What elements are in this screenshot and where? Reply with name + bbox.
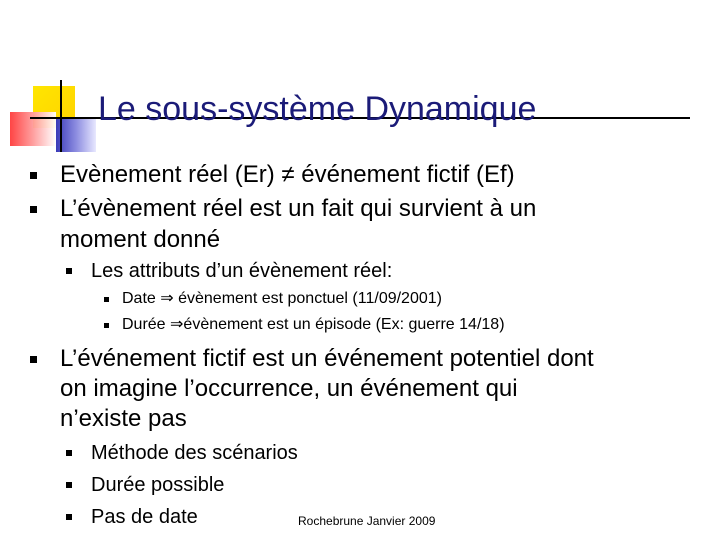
bullet-text-continued: on imagine l’occurrence, un événement qui [60, 375, 518, 402]
bullet-square-icon [66, 268, 72, 274]
bullet-square-icon [104, 323, 109, 328]
bullet-text: L’événement fictif est un événement potentiel dont [60, 345, 594, 372]
bullet-square-icon [30, 356, 37, 363]
bullet-square-icon [30, 172, 37, 179]
bullet-square-icon [104, 297, 109, 302]
slide-footer: Rochebrune Janvier 2009 [298, 514, 436, 528]
sub-bullet-text: Pas de date [91, 506, 198, 528]
sub-bullet-text: Durée possible [91, 474, 225, 496]
bullet-text-continued: n’existe pas [60, 405, 187, 432]
sub-sub-bullet-text: Date ⇒ évènement est ponctuel (11/09/2001) [122, 290, 442, 307]
bullet-text: Evènement réel (Er) ≠ événement fictif (Ef) [60, 161, 515, 188]
bullet-square-icon [66, 514, 72, 520]
decor-vertical-line [60, 80, 62, 152]
decor-blue-bar [56, 118, 96, 152]
bullet-text-continued: moment donné [60, 226, 221, 253]
sub-bullet-text: Les attributs d’un évènement réel: [91, 260, 393, 282]
slide-title: Le sous-système Dynamique [98, 90, 537, 128]
bullet-text: L’évènement réel est un fait qui survient à un [60, 195, 537, 222]
bullet-square-icon [66, 450, 72, 456]
sub-bullet-text: Méthode des scénarios [91, 442, 298, 464]
sub-sub-bullet-text: Durée ⇒évènement est un épisode (Ex: guerre 14/18) [122, 316, 505, 333]
bullet-square-icon [66, 482, 72, 488]
bullet-square-icon [30, 206, 37, 213]
